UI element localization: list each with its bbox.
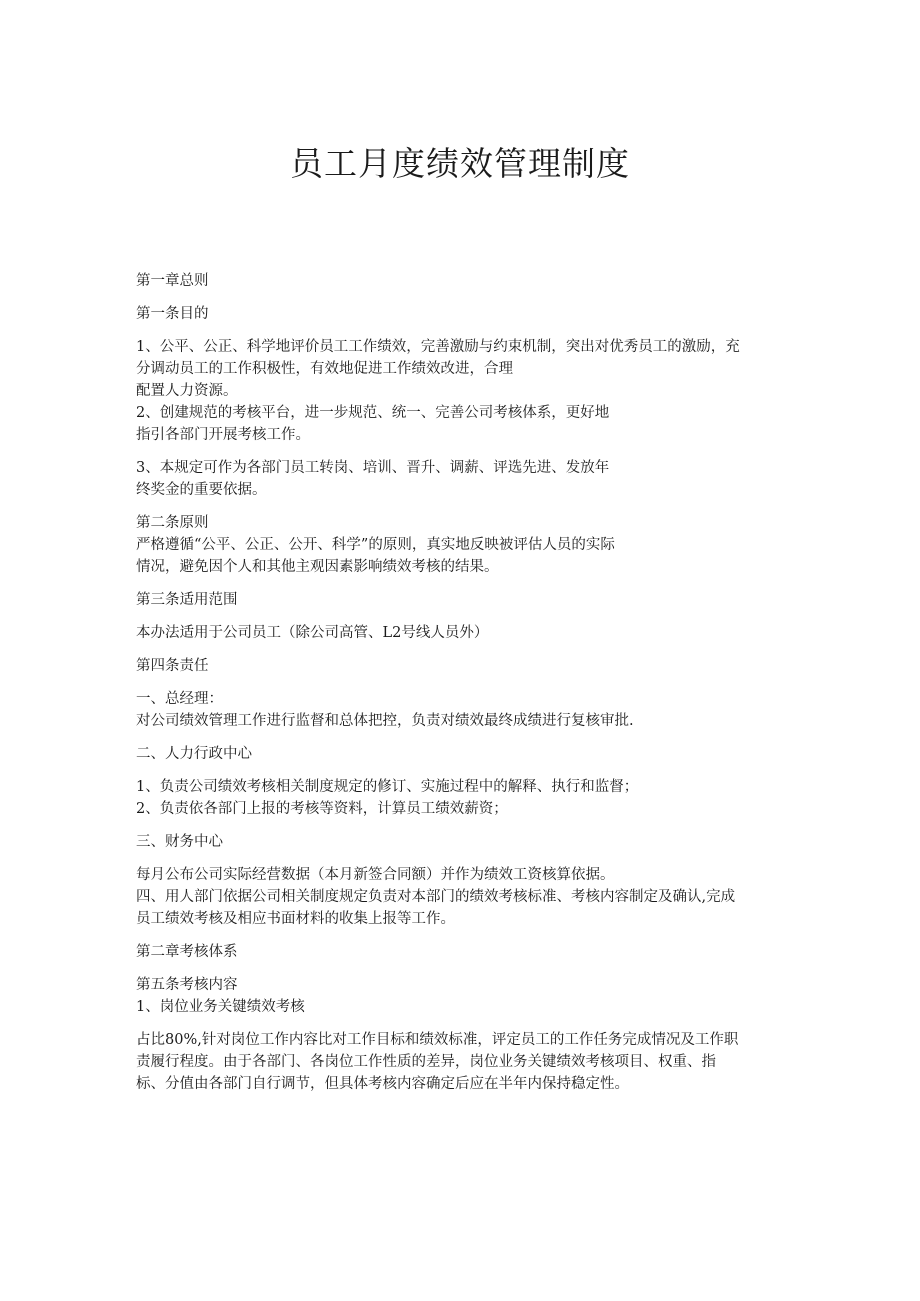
paragraph-line: 责履行程度。由于各部门、各岗位工作性质的差异，岗位业务关键绩效考核项目、权重、指 [136,1054,716,1070]
paragraph-line: 分调动员工的工作积极性，有效地促进工作绩效改进，合理 [136,361,513,377]
document-body [136,270,786,1095]
paragraph-line: 第五条考核内容 [136,977,238,993]
paragraph-line: 1、岗位业务关键绩效考核 [136,999,305,1015]
paragraph-gap [136,677,786,688]
paragraph [136,589,786,611]
paragraph-gap [136,611,786,622]
paragraph-line: 第四条责任 [136,658,209,674]
paragraph-gap [136,325,786,336]
paragraph-line: 一、总经理： [136,691,223,707]
paragraph-line: 1、负责公司绩效考核相关制度规定的修订、实施过程中的解释、执行和监督； [136,779,639,795]
paragraph [136,1029,786,1095]
paragraph-gap [136,963,786,974]
paragraph-gap [136,578,786,589]
paragraph-line: 四、用人部门依据公司相关制度规定负责对本部门的绩效考核标准、考核内容制定及确认,完成 [136,889,736,905]
paragraph-line: 第一条目的 [136,306,209,322]
paragraph [136,776,786,820]
paragraph-gap [136,501,786,512]
paragraph [136,974,786,1018]
paragraph [136,864,786,930]
paragraph-line: 第一章总则 [136,273,209,289]
paragraph-line: 二、人力行政中心 [136,746,252,762]
paragraph [136,941,786,963]
paragraph-gap [136,644,786,655]
paragraph-line: 严格遵循“公平、公正、公开、科学”的原则，真实地反映被评估人员的实际 [136,537,615,553]
paragraph-line: 每月公布公司实际经营数据（本月新签合同额）并作为绩效工资核算依据。 [136,867,615,883]
paragraph [136,303,786,325]
paragraph-line: 对公司绩效管理工作进行监督和总体把控，负责对绩效最终成绩进行复核审批. [136,713,634,729]
paragraph [136,831,786,853]
paragraph [136,622,786,644]
paragraph-gap [136,765,786,776]
paragraph-line: 第二条原则 [136,515,209,531]
paragraph-line: 第二章考核体系 [136,944,238,960]
paragraph-line: 标、分值由各部门自行调节，但具体考核内容确定后应在半年内保持稳定性。 [136,1076,629,1092]
paragraph-line: 1、公平、公正、科学地评价员工工作绩效，完善激励与约束机制，突出对优秀员工的激励，充 [136,339,740,355]
paragraph-line: 配置人力资源。 [136,383,238,399]
paragraph-gap [136,930,786,941]
paragraph [136,743,786,765]
paragraph-line: 2、负责依各部门上报的考核等资料，计算员工绩效薪资； [136,801,508,817]
paragraph [136,457,786,501]
paragraph-line: 第三条适用范围 [136,592,238,608]
paragraph [136,655,786,677]
paragraph [136,512,786,578]
paragraph-gap [136,853,786,864]
paragraph-line: 占比80%,针对岗位工作内容比对工作目标和绩效标准，评定员工的工作任务完成情况及工作职 [136,1032,739,1048]
paragraph-line: 3、本规定可作为各部门员工转岗、培训、晋升、调薪、评选先进、发放年 [136,460,610,476]
paragraph-gap [136,446,786,457]
paragraph-line: 终奖金的重要依据。 [136,482,267,498]
paragraph [136,688,786,732]
paragraph-gap [136,1018,786,1029]
paragraph-gap [136,732,786,743]
paragraph [136,336,786,446]
paragraph-line: 2、创建规范的考核平台，进一步规范、统一、完善公司考核体系，更好地 [136,405,610,421]
paragraph-line: 三、财务中心 [136,834,223,850]
paragraph-line: 本办法适用于公司员工（除公司高管、L2号线人员外） [136,625,489,641]
document-title: 员工月度绩效管理制度 [290,144,630,183]
paragraph-line: 员工绩效考核及相应书面材料的收集上报等工作。 [136,911,455,927]
paragraph-line: 情况，避免因个人和其他主观因素影响绩效考核的结果。 [136,559,499,575]
paragraph-gap [136,820,786,831]
paragraph [136,270,786,292]
paragraph-line: 指引各部门开展考核工作。 [136,427,310,443]
paragraph-gap [136,292,786,303]
